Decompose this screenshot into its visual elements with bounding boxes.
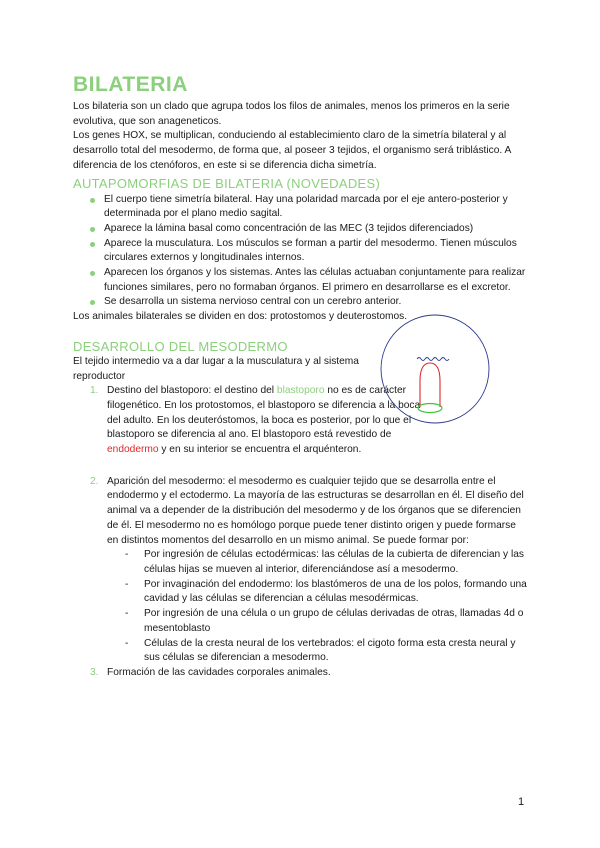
list-number: 2.: [90, 475, 99, 487]
list-number: 3.: [90, 666, 99, 678]
formation-list: [107, 548, 528, 666]
blastoporo-highlight: blastoporo: [276, 385, 325, 397]
list-number: 1.: [90, 385, 99, 397]
autapomorfias-list: [73, 193, 528, 311]
section2-intro: El tejido intermedio va a dar lugar a la musculatura y al sistema reproductor: [73, 355, 359, 382]
squiggle-mark: [417, 358, 449, 361]
list-item-mesodermo: 2. Aparición del mesodermo: el mesodermo es cualquier tejido que se desarrolla entre el endodermo y el ectodermo. La mayoría de las estructuras se desarrollan en él. El diseño del animal va a depender de la distribución del mesodermo y de los órganos que se diferencien de él. El mesodermo no es homólogo porque puede tener distinto origen y puede formarse en distintos momentos del desarrollo en un mismo animal. Se puede formar por: - Por ingresión de células ectodérmicas: las células de la cubierta de diferencian y las células hijas se mueven al interior, diferenciándose así a mesodermo. - Por invaginación del endodermo: los blastómeros de una de los polos, formando una cavidad y las células se diferencian a células mesodérmicas. - Por ingresión de una célula o un grupo de células derivadas de otras, llamadas 4d o mesentoblasto - Células de la cresta neural de los vertebrados: el cigoto forma esta cresta neural y sus células se diferencian a mesodermo.: [73, 475, 528, 666]
mesodermo-list: [73, 384, 528, 680]
endodermo-highlight: endodermo: [107, 444, 159, 456]
continuation-text: en distintos momentos del desarrollo en un mismo animal. Se puede formar por:: [107, 534, 469, 546]
sub-list-item: - Células de la cresta neural de los vertebrados: el cigoto forma esta cresta neural y sus células se diferencian a mesodermo.: [144, 637, 528, 666]
section-heading-autapomorfias: AUTAPOMORFIAS DE BILATERIA (NOVEDADES): [73, 175, 381, 191]
list-item: Aparece la lámina basal como concentración de las MEC (3 tejidos diferenciados): [104, 222, 528, 237]
sub-list-item: - Por ingresión de células ectodérmicas: las células de la cubierta de diferencian y las células hijas se mueven al interior, diferenciándose así a mesodermo.: [144, 548, 528, 577]
sub-list-item: - Por invaginación del endodermo: los blastómeros de una de los polos, formando una cavidad y las células se diferencian a células mesodérmicas.: [144, 578, 528, 607]
list-item: Se desarrolla un sistema nervioso central con un cerebro anterior.: [104, 295, 528, 310]
blastoporo-diagram: [360, 311, 510, 427]
intro-paragraph-2: Los genes HOX, se multiplican, conduciendo al establecimiento claro de la simetría bilateral y al desarrollo total del mesodermo, de forma que, al poseer 3 tejidos, el organismo será triblástico. A diferencia de los ctenóforos, en este si se diferencia dicha simetría.: [73, 130, 511, 171]
section-heading-mesodermo: DESARROLLO DEL MESODERMO: [73, 338, 288, 354]
list-item: Aparecen los órganos y los sistemas. Antes las células actuaban conjuntamente para realizar funciones similares, pero no formaban órganos. El primero en desarrollarse es el excretor.: [104, 266, 528, 295]
list-item: Aparece la musculatura. Los músculos se forman a partir del mesodermo. Tienen músculos circulares externos y longitudinales internos.: [104, 237, 528, 266]
list-item-cavidades: 3. Formación de las cavidades corporales animales.: [73, 666, 528, 681]
page-number: 1: [518, 796, 525, 808]
blastopore-ellipse: [418, 404, 442, 413]
archenteron-outline: [420, 363, 440, 407]
page-title: BILATERIA: [73, 73, 188, 96]
intro-paragraph-1: Los bilateria son un clado que agrupa todos los filos de animales, menos los primeros en la serie evolutiva, que son anageneticos.: [73, 101, 510, 127]
list-item: El cuerpo tiene simetría bilateral. Hay una polaridad marcada por el eje antero-posterior y determinada por el plano medio sagital.: [104, 193, 528, 222]
sub-list-item: - Por ingresión de una célula o un grupo de células derivadas de otras, llamadas 4d o mesentoblasto: [144, 607, 528, 636]
embryo-circle: [381, 315, 489, 423]
list-item-blastoporo: 1. Destino del blastoporo: el destino del blastoporo no es de carácter filogenético. En los protostomos, el blastoporo se diferencia a la boca del adulto. En los deuteróstomos, la boca es posterior, por lo que el blastoporo se diferencia al ano. El blastoporo está revestido de endodermo y en su interior se encuentra el arquénteron.: [90, 385, 421, 456]
section1-closing: Los animales bilaterales se dividen en dos: protostomos y deuterostomos.: [73, 311, 408, 323]
